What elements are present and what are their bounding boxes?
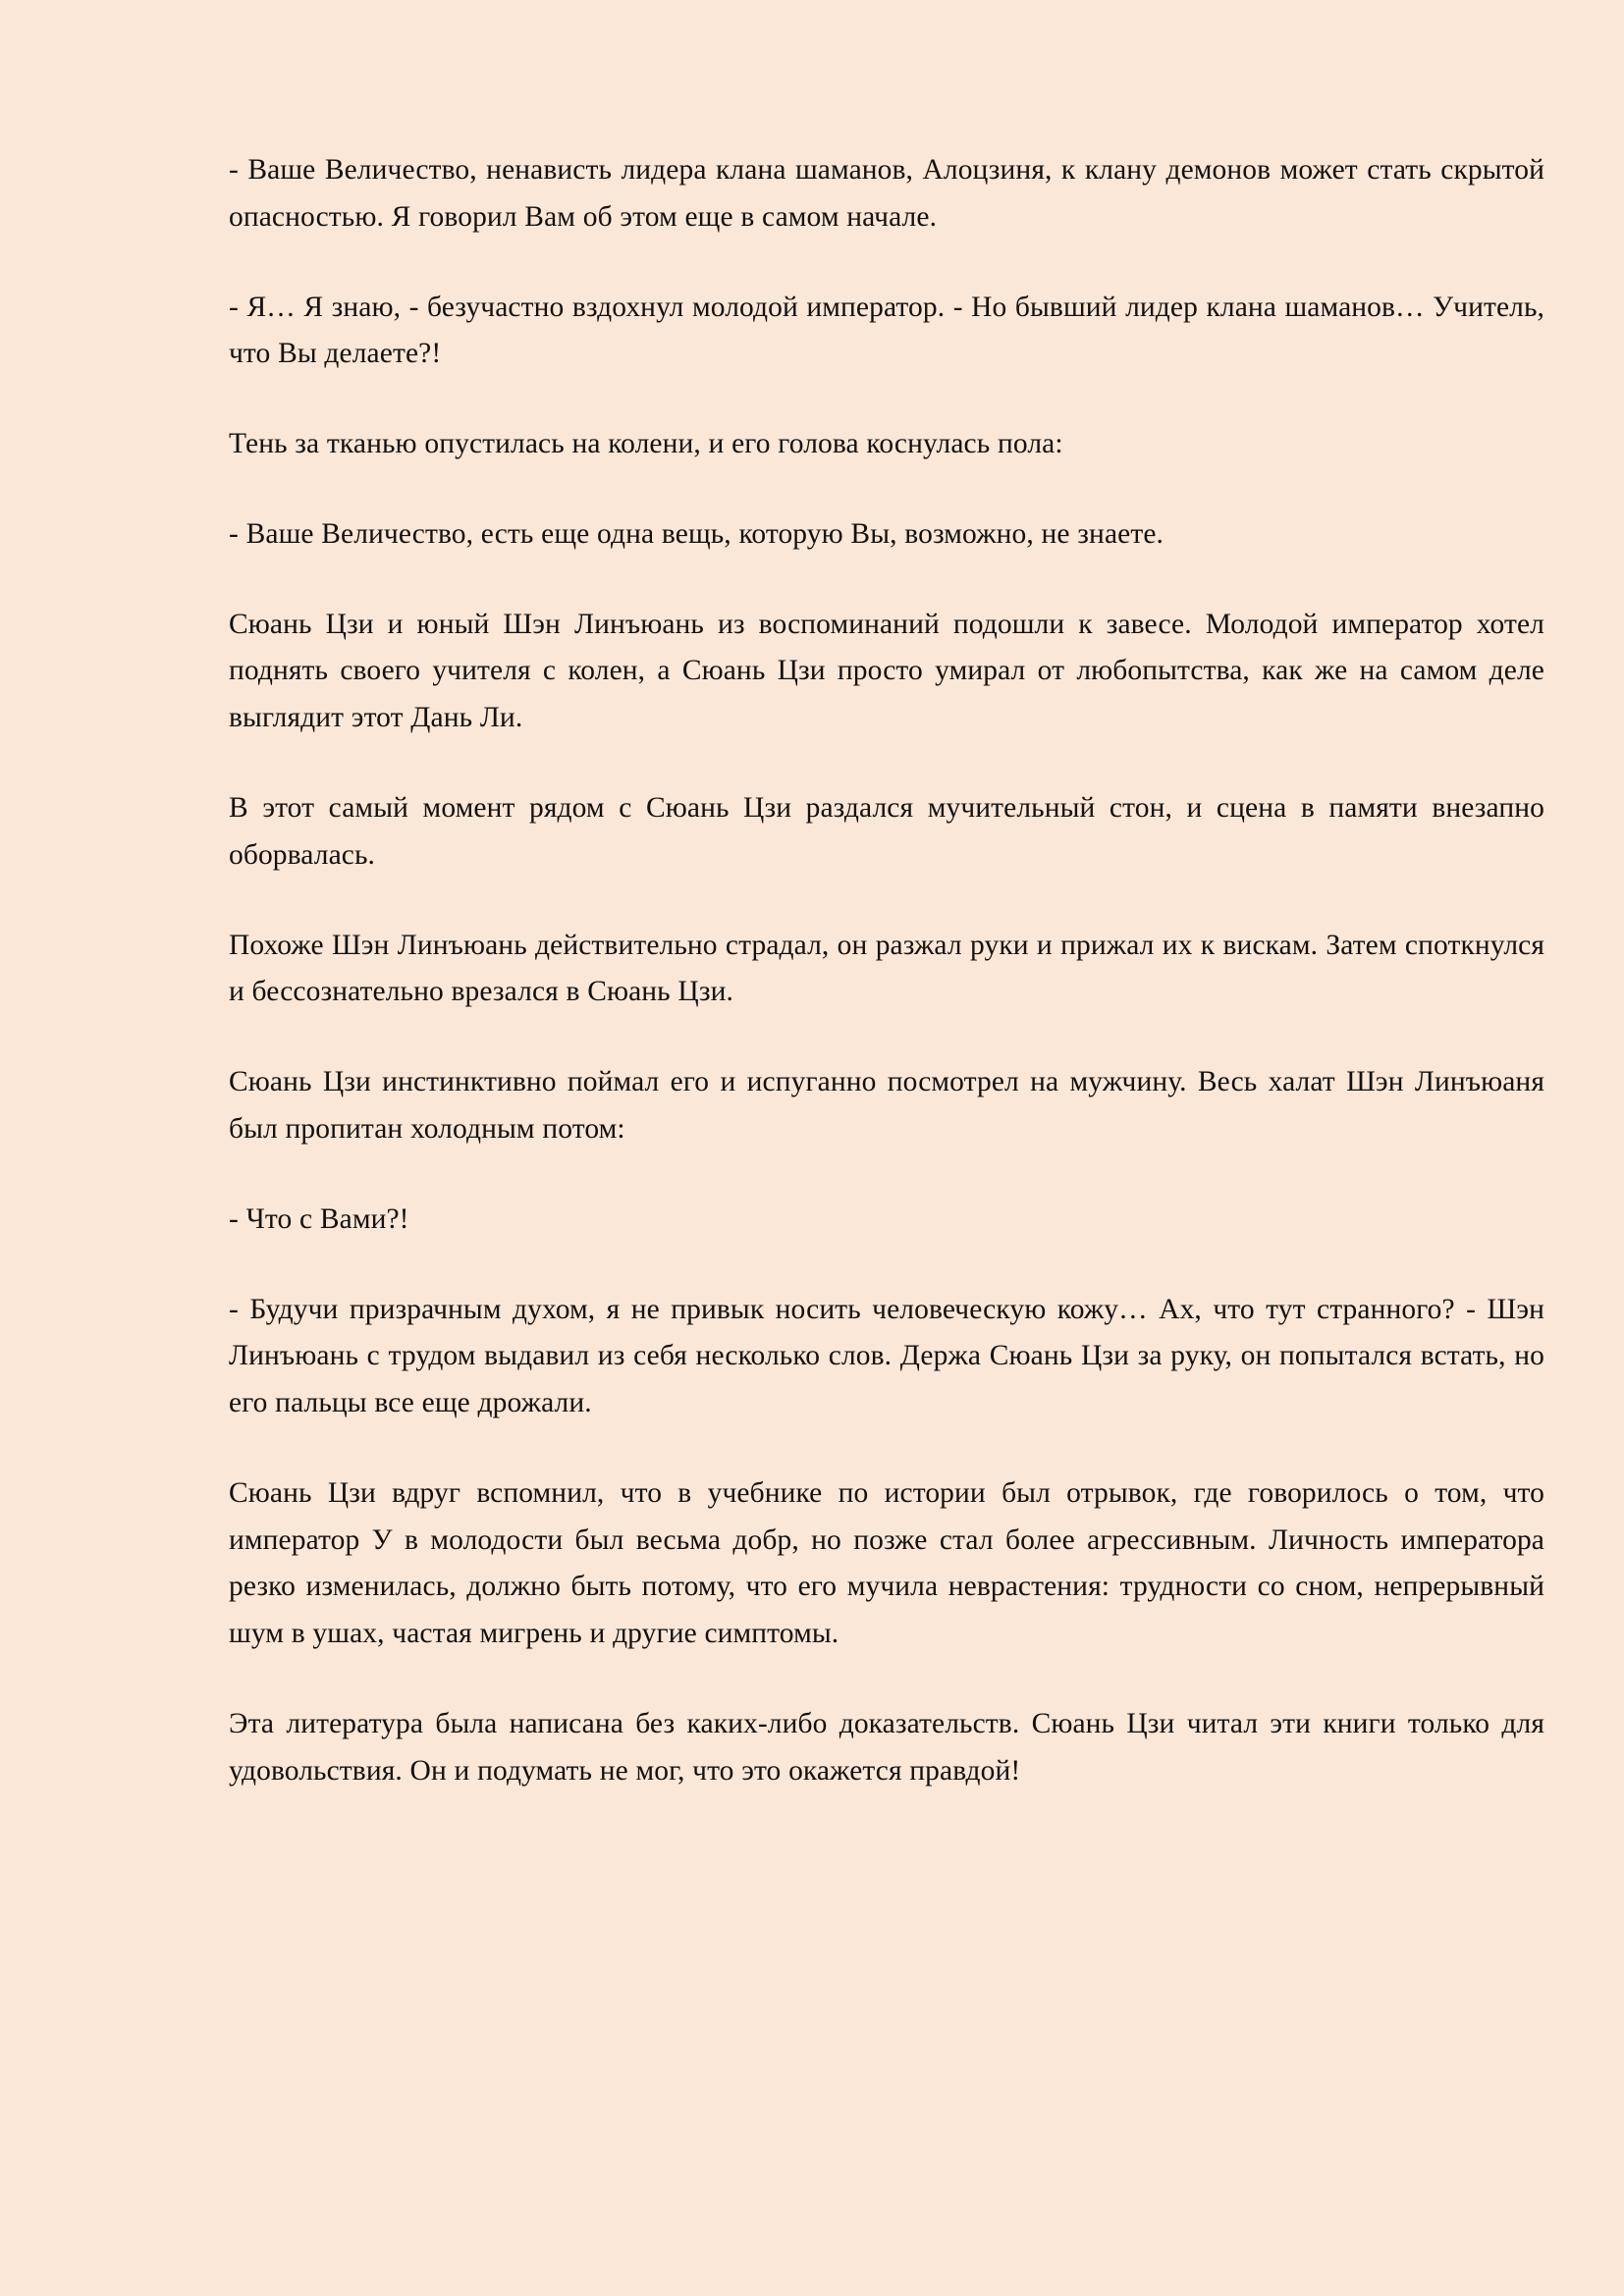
paragraph: - Будучи призрачным духом, я не привык носить человеческую кожу… Ах, что тут странного? - Шэн Линъюань с трудом выдавил из себя несколько слов. Держа Сюань Цзи за руку, он попытался встать, но его пальцы все еще дрожали.: [229, 1293, 1544, 1419]
paragraph: Похоже Шэн Линъюань действительно страдал, он разжал руки и прижал их к вискам. Затем споткнулся и бессознательно врезался в Сюань Цзи.: [229, 929, 1544, 1008]
paragraph: - Ваше Величество, есть еще одна вещь, которую Вы, возможно, не знаете.: [229, 517, 1164, 550]
paragraph: Сюань Цзи инстинктивно поймал его и испуганно посмотрел на мужчину. Весь халат Шэн Линъюаня был пропитан холодным потом:: [229, 1066, 1544, 1145]
paragraph: В этот самый момент рядом с Сюань Цзи раздался мучительный стон, и сцена в памяти внезапно оборвалась.: [229, 792, 1544, 871]
paragraph: Сюань Цзи и юный Шэн Линъюань из воспоминаний подошли к завесе. Молодой император хотел поднять своего учителя с колен, а Сюань Цзи просто умирал от любопытства, как же на самом деле выглядит этот Дань Ли.: [229, 608, 1544, 734]
paragraph: - Ваше Величество, ненависть лидера клана шаманов, Алоцзиня, к клану демонов может стать скрытой опасностью. Я говорил Вам об этом еще в самом начале.: [229, 154, 1544, 233]
paragraph: Эта литература была написана без каких-либо доказательств. Сюань Цзи читал эти книги только для удовольствия. Он и подумать не мог, что это окажется правдой!: [229, 1707, 1544, 1787]
text-column: [229, 147, 1544, 1795]
paragraph: - Я… Я знаю, - безучастно вздохнул молодой император. - Но бывший лидер клана шаманов… Учитель, что Вы делаете?!: [229, 291, 1544, 370]
paragraph: Сюань Цзи вдруг вспомнил, что в учебнике по истории был отрывок, где говорилось о том, что император У в молодости был весьма добр, но позже стал более агрессивным. Личность императора резко изменилась, должно быть потому, что его мучила неврастения: трудности со сном, непрерывный шум в ушах, частая мигрень и другие симптомы.: [229, 1476, 1544, 1650]
paragraph: Тень за тканью опустилась на колени, и его голова коснулась пола:: [229, 428, 1063, 460]
paragraph: - Что с Вами?!: [229, 1202, 409, 1235]
